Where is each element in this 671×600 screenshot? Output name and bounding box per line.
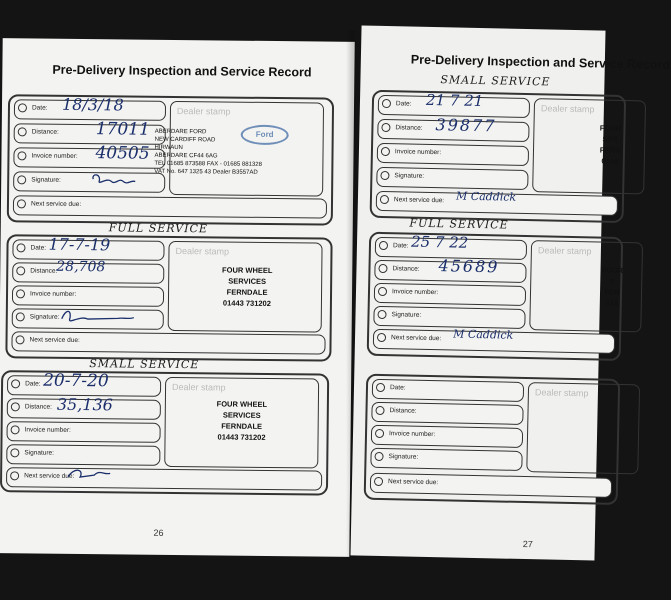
distance-label: Distance: bbox=[31, 128, 59, 136]
dealer-stamp-label: Dealer stamp bbox=[176, 106, 231, 117]
date-label: Date: bbox=[392, 242, 409, 250]
service-record bbox=[370, 90, 627, 223]
invoice-label: Invoice number: bbox=[24, 426, 71, 434]
right-page bbox=[350, 26, 671, 561]
date-label: Date: bbox=[395, 100, 412, 108]
circle-icon bbox=[374, 452, 383, 461]
dealer-stamp-label: Dealer stamp bbox=[540, 103, 595, 115]
service-record bbox=[0, 370, 329, 495]
service-record bbox=[7, 94, 334, 225]
circle-icon bbox=[10, 448, 19, 457]
dealer-stamp-box bbox=[164, 377, 319, 469]
date-value: 18/3/18 bbox=[61, 94, 124, 115]
circle-icon bbox=[382, 99, 391, 108]
circle-icon bbox=[380, 171, 389, 180]
circle-icon bbox=[11, 425, 20, 434]
circle-icon bbox=[16, 312, 25, 321]
ford-logo: Ford bbox=[241, 125, 289, 146]
signature-field bbox=[376, 167, 528, 190]
invoice-field bbox=[6, 421, 160, 443]
signature-label: Signature: bbox=[24, 449, 55, 457]
circle-icon bbox=[11, 402, 20, 411]
signature-field bbox=[6, 444, 160, 466]
next-service-label: Next service due: bbox=[393, 196, 445, 205]
distance-field bbox=[371, 402, 523, 425]
invoice-value: 40505 bbox=[95, 143, 150, 164]
distance-label: Distance: bbox=[389, 407, 417, 415]
date-value: 17-7-19 bbox=[48, 234, 111, 255]
signature-label: Signature: bbox=[388, 453, 419, 461]
service-type: FULL SERVICE bbox=[108, 221, 208, 236]
invoice-label: Invoice number: bbox=[29, 290, 77, 298]
distance-label: Distance: bbox=[395, 124, 423, 132]
page-title: Pre-Delivery Inspection and Service Record bbox=[52, 62, 312, 80]
invoice-label: Invoice number: bbox=[391, 288, 439, 297]
next-service-value: M Caddick bbox=[455, 189, 517, 204]
circle-icon bbox=[11, 379, 20, 388]
circle-icon bbox=[375, 429, 384, 438]
date-label: Date: bbox=[31, 104, 48, 112]
signature-label: Signature: bbox=[391, 311, 422, 319]
date-label: Date: bbox=[389, 384, 406, 392]
circle-icon bbox=[374, 477, 383, 486]
circle-icon bbox=[16, 243, 25, 252]
next-service-label: Next service due: bbox=[30, 200, 82, 209]
invoice-label: Invoice number: bbox=[388, 430, 436, 439]
circle-icon bbox=[381, 147, 390, 156]
dealer-stamp: FOUR WHEEL SERVICES FERNDALE 01443 731202 bbox=[216, 399, 268, 442]
date-value: 20-7-20 bbox=[43, 370, 109, 392]
circle-icon bbox=[18, 103, 27, 112]
circle-icon bbox=[16, 289, 25, 298]
invoice-field bbox=[374, 283, 526, 306]
circle-icon bbox=[18, 127, 27, 136]
dealer-stamp: ABERDARE FORD NEW CARDIFF ROAD HIRWAUN ABERDARE CF44 6AG TEL 01685 873588 FAX - 01685 881328 VAT No. 647 1325 43 Dealer B3557AD bbox=[154, 128, 262, 176]
circle-icon bbox=[376, 383, 385, 392]
date-value: 21 7 21 bbox=[425, 90, 484, 111]
next-service-value: M Caddick bbox=[453, 327, 514, 342]
page-number: 26 bbox=[153, 527, 164, 538]
next-service-label: Next service due: bbox=[29, 336, 80, 344]
circle-icon bbox=[16, 266, 25, 275]
circle-icon bbox=[17, 175, 26, 184]
date-value: 25 7 22 bbox=[410, 232, 469, 252]
dealer-stamp-box bbox=[526, 382, 640, 474]
distance-value: 35,136 bbox=[56, 394, 113, 415]
page-title: Pre-Delivery Inspection and Service Record bbox=[410, 52, 671, 72]
circle-icon bbox=[378, 287, 387, 296]
next-service-field bbox=[6, 467, 322, 490]
next-service-label: Next service due: bbox=[390, 334, 442, 343]
circle-icon bbox=[380, 195, 389, 204]
distance-label: Distance: bbox=[392, 265, 420, 273]
distance-value: 45689 bbox=[438, 256, 500, 277]
signature-field bbox=[370, 448, 522, 471]
service-type: SMALL SERVICE bbox=[440, 73, 551, 89]
dealer-stamp-label: Dealer stamp bbox=[537, 245, 592, 257]
circle-icon bbox=[377, 310, 386, 319]
signature-label: Signature: bbox=[29, 313, 60, 321]
circle-icon bbox=[17, 199, 26, 208]
invoice-field bbox=[371, 425, 523, 448]
left-page bbox=[0, 38, 355, 557]
signature-label: Signature: bbox=[31, 176, 61, 184]
circle-icon bbox=[375, 406, 384, 415]
invoice-field bbox=[12, 285, 164, 307]
circle-icon bbox=[377, 333, 386, 342]
service-type: SMALL SERVICE bbox=[89, 357, 200, 372]
distance-label: Distance: bbox=[30, 267, 58, 275]
service-type: FULL SERVICE bbox=[409, 216, 509, 232]
distance-label: Distance: bbox=[24, 403, 52, 411]
next-service-label: Next service due: bbox=[24, 472, 75, 480]
dealer-stamp: FOUR S FER 014 bbox=[601, 265, 624, 308]
next-service-label: Next service due: bbox=[387, 478, 439, 487]
invoice-label: Invoice number: bbox=[31, 152, 78, 160]
next-service-field bbox=[370, 473, 612, 498]
dealer-stamp: FOUR SER FERN 0144 bbox=[599, 123, 622, 166]
service-record bbox=[367, 232, 624, 361]
signature-scribble bbox=[58, 307, 138, 328]
distance-value: 28,708 bbox=[56, 258, 106, 276]
dealer-stamp: FOUR WHEEL SERVICES FERNDALE 01443 731202 bbox=[222, 265, 273, 308]
next-service-field bbox=[13, 195, 327, 218]
next-service-field bbox=[11, 331, 325, 354]
distance-value: 17011 bbox=[95, 119, 150, 140]
date-label: Date: bbox=[30, 244, 47, 252]
dealer-stamp-box bbox=[154, 101, 324, 197]
service-record bbox=[5, 234, 332, 361]
circle-icon bbox=[381, 123, 390, 132]
dealer-stamp-box bbox=[532, 98, 646, 194]
date-label: Date: bbox=[25, 380, 41, 388]
circle-icon bbox=[17, 151, 26, 160]
invoice-field bbox=[377, 143, 529, 166]
circle-icon bbox=[16, 335, 25, 344]
dealer-stamp-label: Dealer stamp bbox=[172, 381, 226, 393]
invoice-label: Invoice number: bbox=[394, 148, 442, 157]
signature-label: Signature: bbox=[394, 172, 425, 180]
service-record bbox=[364, 374, 621, 505]
signature-scribble bbox=[64, 465, 114, 486]
distance-value: 39877 bbox=[435, 115, 497, 136]
circle-icon bbox=[378, 264, 387, 273]
signature-field bbox=[373, 306, 525, 329]
date-field bbox=[372, 379, 524, 402]
dealer-stamp-label: Dealer stamp bbox=[175, 245, 230, 257]
signature-scribble bbox=[89, 171, 139, 190]
dealer-stamp-box bbox=[529, 240, 643, 332]
circle-icon bbox=[379, 241, 388, 250]
page-number: 27 bbox=[522, 538, 533, 550]
circle-icon bbox=[10, 471, 19, 480]
dealer-stamp-label: Dealer stamp bbox=[534, 387, 589, 399]
dealer-stamp-box bbox=[168, 241, 323, 333]
